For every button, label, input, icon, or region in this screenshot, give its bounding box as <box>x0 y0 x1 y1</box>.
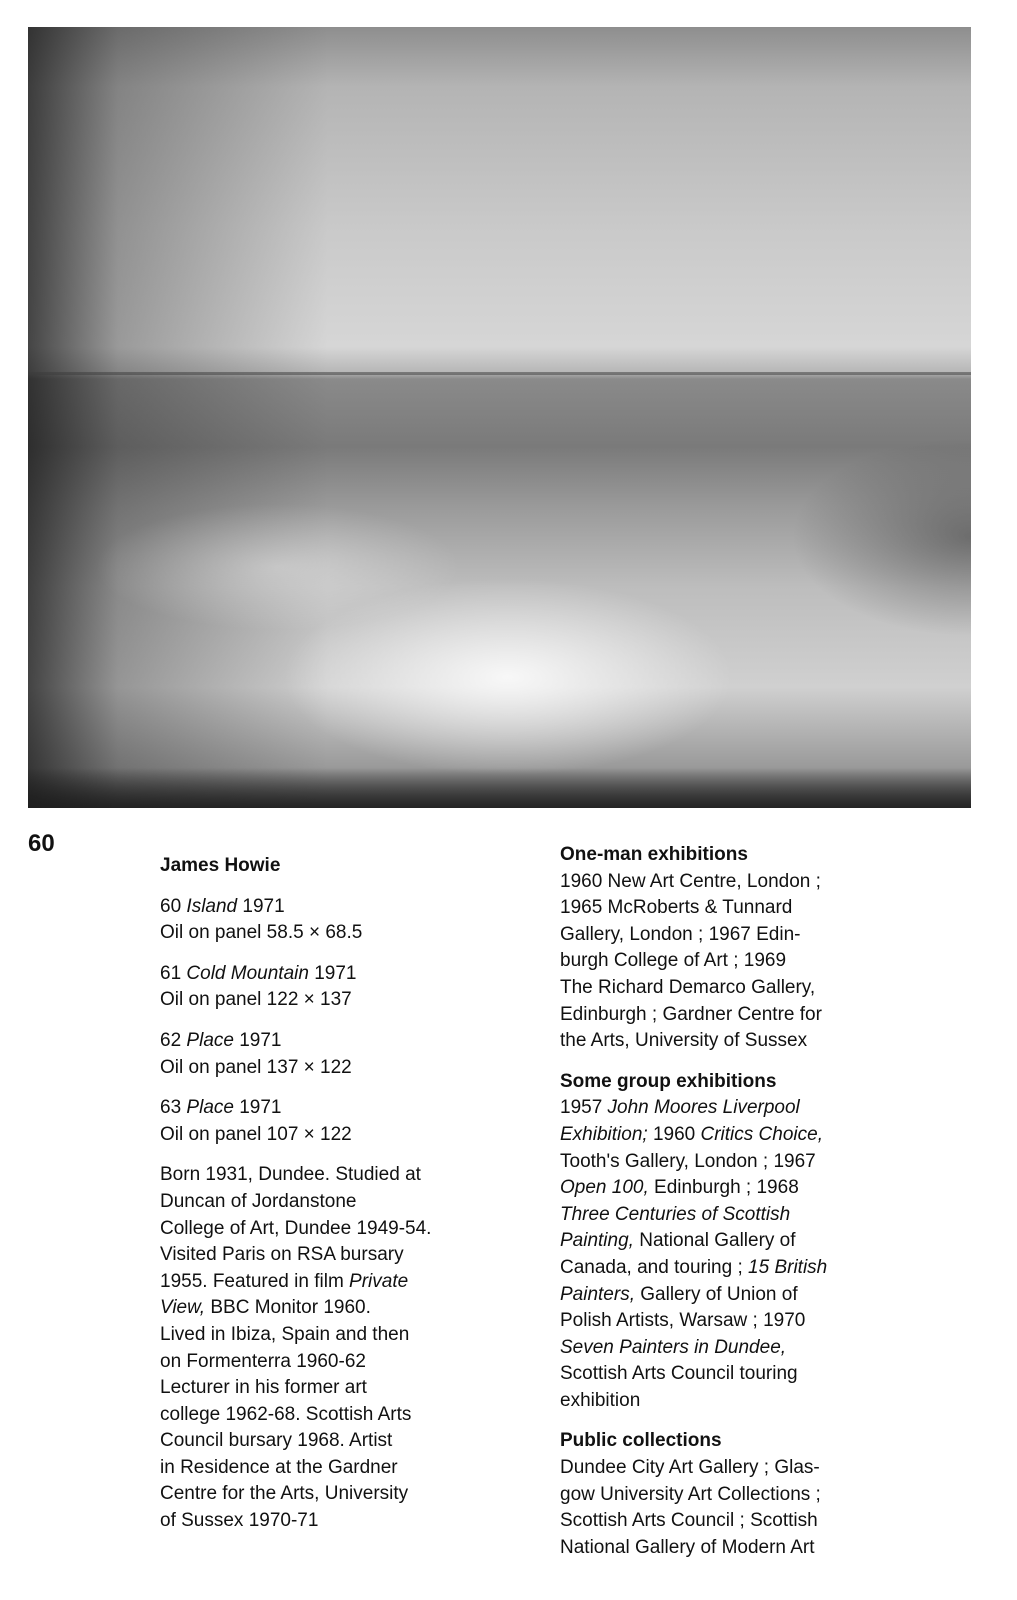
text-line <box>560 1482 890 1509</box>
text-line <box>160 987 520 1014</box>
text-segment: National Gallery of Modern Art <box>560 1536 815 1558</box>
text-line <box>160 1349 520 1376</box>
text-line <box>560 1535 890 1562</box>
text-segment: in Residence at the Gardner <box>160 1456 398 1478</box>
text-segment: gow University Art Collections ; <box>560 1483 821 1505</box>
text-segment: college 1962-68. Scottish Arts <box>160 1403 412 1425</box>
text-line <box>560 1028 890 1055</box>
text-line <box>160 1402 520 1429</box>
text-line <box>560 869 890 896</box>
text-line <box>160 1375 520 1402</box>
text-segment: of Sussex 1970-71 <box>160 1510 319 1532</box>
text-segment: 1971 <box>308 962 357 984</box>
text-segment: BBC Monitor 1960. <box>205 1297 371 1319</box>
text-line <box>160 1162 520 1189</box>
text-segment: Council bursary 1968. Artist <box>160 1430 393 1452</box>
text-segment: Oil on panel 107 × 122 <box>160 1123 352 1145</box>
text-line <box>160 1055 520 1082</box>
catalogue-entry <box>160 961 520 1014</box>
biography <box>160 1162 520 1534</box>
info-section <box>560 1069 890 1415</box>
italic-title: Cold Mountain <box>186 962 309 984</box>
text-line <box>560 1388 890 1415</box>
text-segment: Visited Paris on RSA bursary <box>160 1244 404 1266</box>
text-segment: Gallery of Union of <box>634 1283 798 1305</box>
works-list <box>160 894 520 1149</box>
text-segment: Scottish Arts Council ; Scottish <box>560 1510 818 1532</box>
text-line <box>560 1175 890 1202</box>
text-segment: 1955. Featured in film <box>160 1270 350 1292</box>
text-line <box>560 1508 890 1535</box>
text-segment: Oil on panel 122 × 137 <box>160 989 352 1011</box>
text-line <box>160 1322 520 1349</box>
horizon-line <box>28 372 971 375</box>
painting-reproduction-island <box>28 27 971 808</box>
left-column <box>160 853 520 1535</box>
text-line <box>160 1295 520 1322</box>
text-segment: 1971 <box>233 1029 282 1051</box>
info-section <box>560 842 890 1055</box>
text-line <box>560 948 890 975</box>
text-line <box>560 1202 890 1229</box>
text-segment: National Gallery of <box>633 1230 796 1252</box>
text-line <box>160 1508 520 1535</box>
text-segment: Scottish Arts Council touring <box>560 1363 798 1385</box>
text-segment: 1971 <box>233 1097 282 1119</box>
text-line <box>160 1189 520 1216</box>
text-segment: 1960 New Art Centre, London ; <box>560 870 821 892</box>
text-line <box>160 1216 520 1243</box>
text-line <box>160 1122 520 1149</box>
italic-title: Private <box>349 1270 409 1292</box>
section-heading: One-man exhibitions <box>560 844 748 865</box>
catalogue-entry <box>160 1095 520 1148</box>
italic-title: Place <box>186 1029 234 1051</box>
text-segment: Dundee City Art Gallery ; Glas- <box>560 1457 820 1479</box>
text-segment: Born 1931, Dundee. Studied at <box>160 1164 421 1186</box>
section-heading: Public collections <box>560 1430 722 1452</box>
text-segment: 1965 McRoberts & Tunnard <box>560 897 793 919</box>
italic-title: Critics Choice, <box>700 1123 823 1145</box>
right-column <box>560 842 890 1575</box>
artist-name: James Howie <box>160 855 281 876</box>
text-segment: 60 <box>160 895 187 917</box>
text-segment: the Arts, University of Sussex <box>560 1030 808 1052</box>
text-segment: Polish Artists, Warsaw ; 1970 <box>560 1310 806 1332</box>
text-segment: Oil on panel 58.5 × 68.5 <box>160 922 363 944</box>
text-line <box>560 1149 890 1176</box>
text-segment: 1971 <box>237 895 285 917</box>
text-line <box>560 895 890 922</box>
text-segment: on Formenterra 1960-62 <box>160 1350 366 1372</box>
catalogue-entry <box>160 1028 520 1081</box>
text-line <box>160 894 520 921</box>
text-segment: Edinburgh ; Gardner Centre for <box>560 1003 822 1025</box>
italic-title: View, <box>160 1297 206 1319</box>
text-line <box>560 1002 890 1029</box>
catalogue-entry <box>160 894 520 947</box>
text-segment: Oil on panel 137 × 122 <box>160 1056 352 1078</box>
painting-shadow <box>791 437 971 637</box>
italic-title: 15 British <box>748 1256 828 1278</box>
text-segment: Centre for the Arts, University <box>160 1483 409 1505</box>
text-segment: Lived in Ibiza, Spain and then <box>160 1323 410 1345</box>
italic-title: Exhibition; <box>560 1123 648 1145</box>
italic-title: Painting, <box>560 1230 634 1252</box>
text-segment: Gallery, London ; 1967 Edin- <box>560 923 801 945</box>
text-line <box>560 1308 890 1335</box>
text-segment: The Richard Demarco Gallery, <box>560 976 816 998</box>
italic-title: Place <box>186 1097 234 1119</box>
text-segment: Edinburgh ; 1968 <box>648 1177 799 1199</box>
italic-title: Seven Painters in Dundee, <box>560 1336 787 1358</box>
text-line <box>560 1228 890 1255</box>
text-line <box>560 975 890 1002</box>
text-segment: 62 <box>160 1029 187 1051</box>
text-segment: exhibition <box>560 1389 641 1411</box>
text-segment: 63 <box>160 1097 187 1119</box>
italic-title: Island <box>186 895 238 917</box>
painting-bottom-band <box>28 768 971 808</box>
italic-title: Open 100, <box>560 1177 649 1199</box>
text-segment: burgh College of Art ; 1969 <box>560 950 787 972</box>
text-line <box>160 1269 520 1296</box>
text-segment: College of Art, Dundee 1949-54. <box>160 1217 432 1239</box>
text-line <box>560 1255 890 1282</box>
plate-number: 60 <box>28 830 55 857</box>
text-segment: 1960 <box>647 1123 701 1145</box>
text-segment: Lecturer in his former art <box>160 1377 367 1399</box>
text-line <box>160 1481 520 1508</box>
italic-title: Three Centuries of Scottish <box>560 1203 791 1225</box>
text-segment: Duncan of Jordanstone <box>160 1190 357 1212</box>
text-line <box>560 1282 890 1309</box>
text-line <box>160 1095 520 1122</box>
section-heading: Some group exhibitions <box>560 1070 777 1092</box>
info-section <box>560 1428 890 1561</box>
italic-title: Painters, <box>560 1283 635 1305</box>
text-line <box>560 1335 890 1362</box>
text-line <box>560 1455 890 1482</box>
text-segment: 61 <box>160 962 187 984</box>
text-segment: Canada, and touring ; <box>560 1256 749 1278</box>
text-line <box>160 1242 520 1269</box>
text-line <box>160 1028 520 1055</box>
text-line <box>160 1428 520 1455</box>
text-line <box>160 920 520 947</box>
text-segment: Tooth's Gallery, London ; 1967 <box>560 1150 816 1172</box>
text-line <box>160 961 520 988</box>
text-line <box>560 1095 890 1122</box>
italic-title: John Moores Liverpool <box>607 1097 800 1119</box>
text-segment: 1957 <box>560 1097 608 1119</box>
text-line <box>160 1455 520 1482</box>
text-line <box>560 1122 890 1149</box>
text-line <box>560 1361 890 1388</box>
text-line <box>560 922 890 949</box>
